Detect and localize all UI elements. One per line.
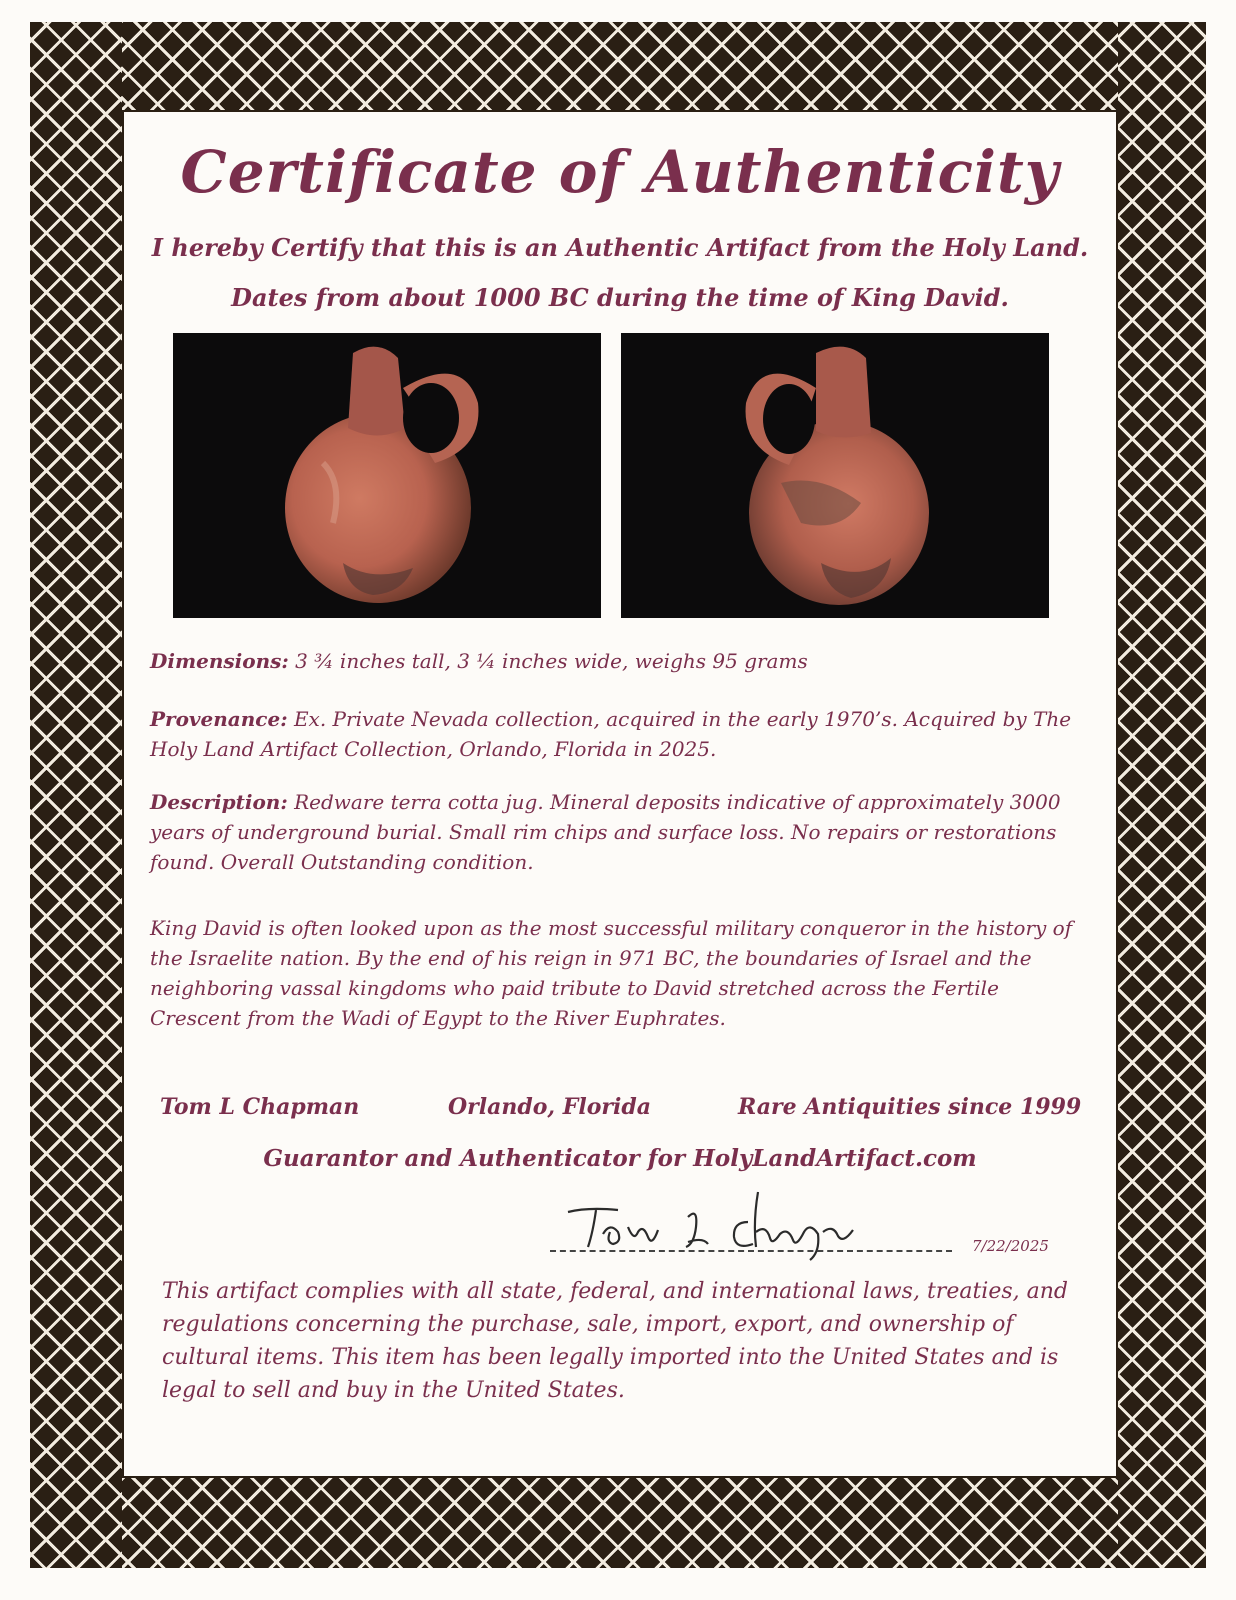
celtic-border-bottom [30, 1478, 1206, 1568]
jug-front-image [173, 333, 601, 618]
celtic-border-left [30, 22, 122, 1568]
celtic-border-right [1118, 22, 1206, 1568]
authenticator-name: Tom L Chapman [160, 1094, 360, 1120]
description-section [150, 787, 1090, 877]
certificate-title: Certificate of Authenticity [180, 138, 1060, 206]
provenance-section [150, 704, 1090, 764]
authenticator-since: Rare Antiquities since 1999 [738, 1094, 1082, 1120]
provenance-label: Provenance: [150, 707, 288, 731]
authenticator-city: Orlando, Florida [448, 1094, 651, 1120]
provenance-text: Ex. Private Nevada collection, acquired in the early 1970’s. Acquired by The Holy Land Artifact Collection, Orlando, Florida in 2025. [150, 707, 1072, 761]
signature-line [550, 1250, 952, 1252]
guarantor-line: Guarantor and Authenticator for HolyLandArtifact.com [263, 1145, 977, 1172]
description-label: Description: [150, 790, 288, 814]
artifact-photo-front [173, 333, 601, 618]
certify-statement: I hereby Certify that this is an Authentic Artifact from the Holy Land. [151, 233, 1089, 262]
authenticator-info-row [160, 1094, 1100, 1128]
date-statement: Dates from about 1000 BC during the time of King David. [231, 283, 1009, 312]
signature-date: 7/22/2025 [972, 1237, 1049, 1255]
jug-back-image [621, 333, 1049, 618]
compliance-statement: This artifact complies with all state, federal, and international laws, treaties, and regulations concerning the purchase, sale, import, export, and ownership of cultural items. This item has been legally imported into the United States and is legal to sell and buy in the United States. [162, 1279, 1068, 1403]
dimensions-text: 3 ¾ inches tall, 3 ¼ inches wide, weighs 95 grams [295, 649, 808, 673]
history-paragraph: King David is often looked upon as the most successful military conqueror in the history of the Israelite nation. By the end of his reign in 971 BC, the boundaries of Israel and the neighboring vassal kingdoms who paid tribute to David stretched across the Fertile Crescent from the Wadi of Egypt to the River Euphrates. [150, 916, 1073, 1030]
celtic-border-top [30, 22, 1206, 110]
description-text: Redware terra cotta jug. Mineral deposits indicative of approximately 3000 years of underground burial. Small rim chips and surface loss. No repairs or restorations found. Overall Outstanding condition. [150, 790, 1061, 874]
artifact-photo-back [621, 333, 1049, 618]
dimensions-label: Dimensions: [150, 649, 289, 673]
dimensions-section [150, 646, 1090, 676]
handwritten-signature [548, 1172, 958, 1262]
